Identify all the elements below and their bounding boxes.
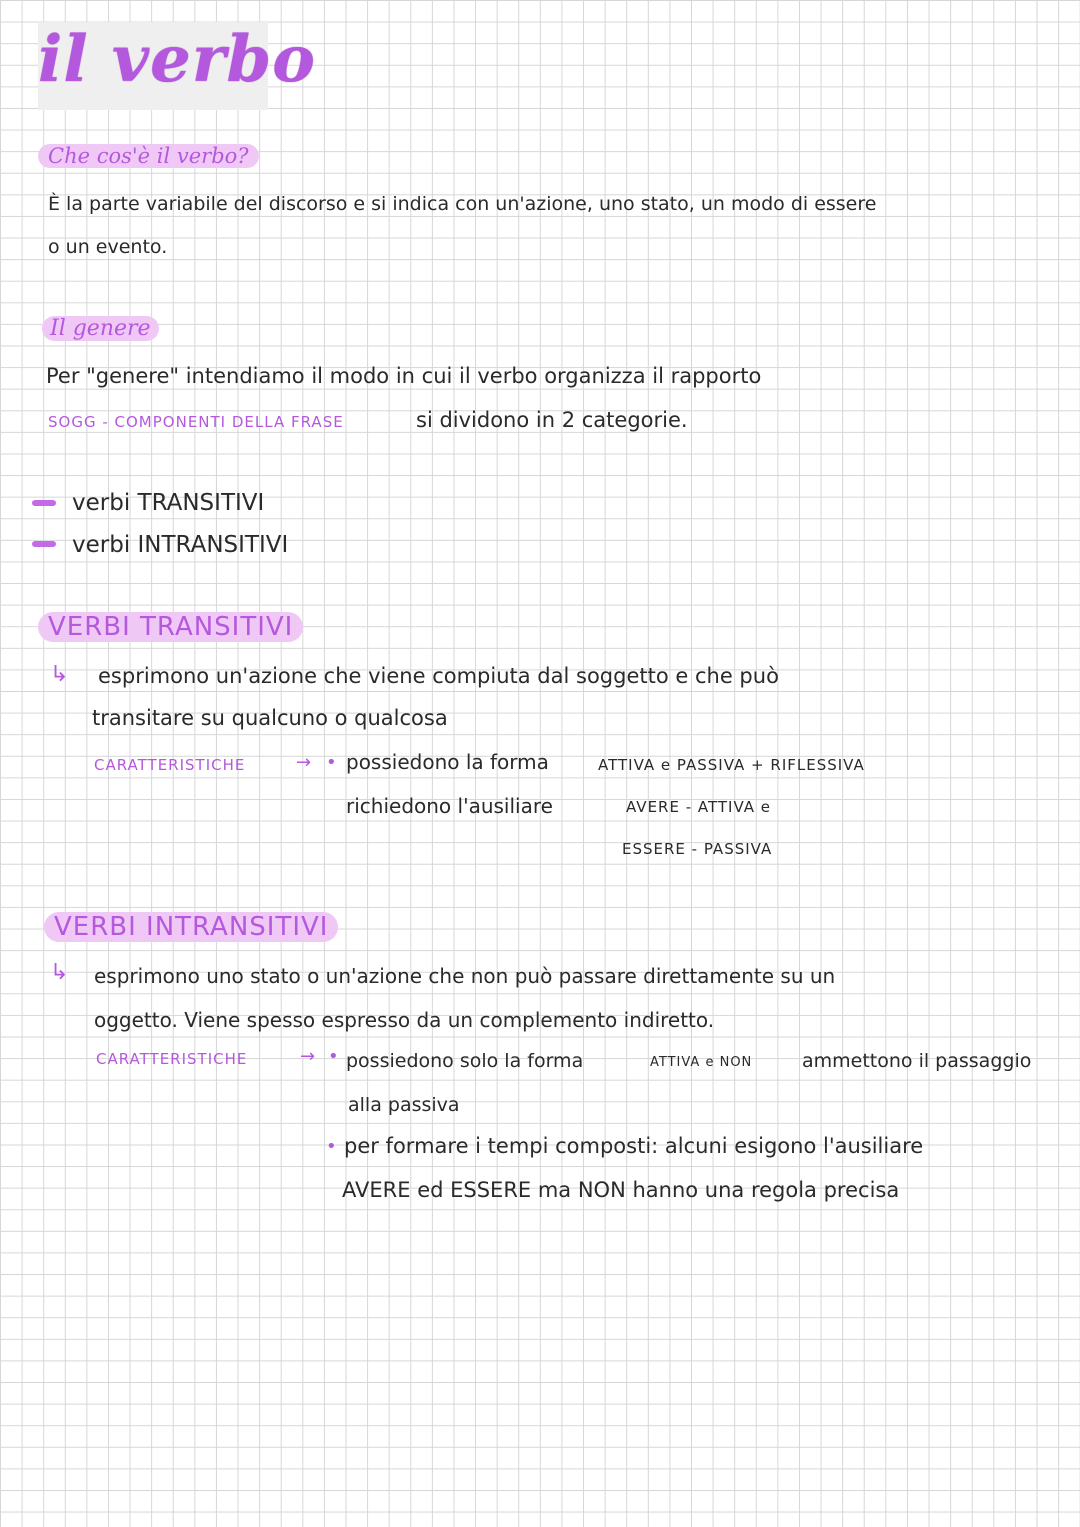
transitivi-line-1: esprimono un'azione che viene compiuta dal soggetto e che può — [98, 664, 779, 688]
intransitivi-characteristics-label: CARATTERISTICHE — [96, 1050, 248, 1068]
bullet-icon: • — [326, 752, 337, 773]
genere-line-2: si dividono in 2 categorie. — [416, 408, 688, 432]
transitivi-bullet-2-auxiliary: AVERE - ATTIVA e — [626, 798, 772, 816]
transitivi-bullet-2-auxiliary-passive: ESSERE - PASSIVA — [622, 840, 773, 858]
transitivi-line-2: transitare su qualcuno o qualcosa — [92, 706, 448, 730]
intransitivi-label-arrow-icon: → — [300, 1046, 316, 1067]
intransitivi-line-2: oggetto. Viene spesso espresso da un complemento indiretto. — [94, 1008, 715, 1032]
genere-item-transitivi: verbi TRANSITIVI — [72, 490, 265, 516]
definition-line-1: È la parte variabile del discorso e si indica con un'azione, uno stato, un modo di essere — [48, 193, 877, 215]
definition-heading: Che cos'è il verbo? — [38, 144, 259, 168]
intransitivi-bullet-2-text-1: per formare i tempi composti: alcuni esigono l'ausiliare — [344, 1134, 924, 1158]
genere-heading: Il genere — [42, 316, 159, 341]
intransitivi-arrow-icon: ↳ — [50, 960, 69, 985]
definition-line-2: o un evento. — [48, 236, 168, 258]
intransitivi-line-1: esprimono uno stato o un'azione che non può passare direttamente su un — [94, 964, 836, 988]
list-dash-2 — [32, 541, 56, 547]
intransitivi-bullet-1-text-3: alla passiva — [348, 1094, 460, 1116]
transitivi-heading: VERBI TRANSITIVI — [38, 612, 303, 642]
genere-item-intransitivi: verbi INTRANSITIVI — [72, 532, 289, 558]
genere-subject-components: SOGG - COMPONENTI DELLA FRASE — [48, 413, 344, 431]
intransitivi-bullet-2-text-2: AVERE ed ESSERE ma NON hanno una regola precisa — [342, 1178, 900, 1202]
intransitivi-bullet-1-text: possiedono solo la forma — [346, 1050, 584, 1072]
transitivi-label-arrow-icon: → — [296, 752, 312, 773]
transitivi-bullet-1-text: possiedono la forma — [346, 750, 549, 774]
transitivi-bullet-2-text: richiedono l'ausiliare — [346, 794, 553, 818]
intransitivi-heading: VERBI INTRANSITIVI — [44, 912, 338, 942]
intransitivi-bullet-1-forms: ATTIVA e NON — [650, 1055, 753, 1070]
transitivi-bullet-1-forms: ATTIVA e PASSIVA + RIFLESSIVA — [598, 756, 865, 774]
transitivi-characteristics-label: CARATTERISTICHE — [94, 756, 246, 774]
bullet-icon: • — [328, 1046, 339, 1067]
intransitivi-bullet-1-text-2: ammettono il passaggio — [802, 1050, 1032, 1072]
page-title: il verbo — [38, 22, 316, 97]
bullet-icon: • — [326, 1136, 337, 1157]
list-dash-1 — [32, 500, 56, 506]
transitivi-arrow-icon: ↳ — [50, 662, 69, 687]
genere-line-1: Per "genere" intendiamo il modo in cui il verbo organizza il rapporto — [46, 364, 762, 388]
